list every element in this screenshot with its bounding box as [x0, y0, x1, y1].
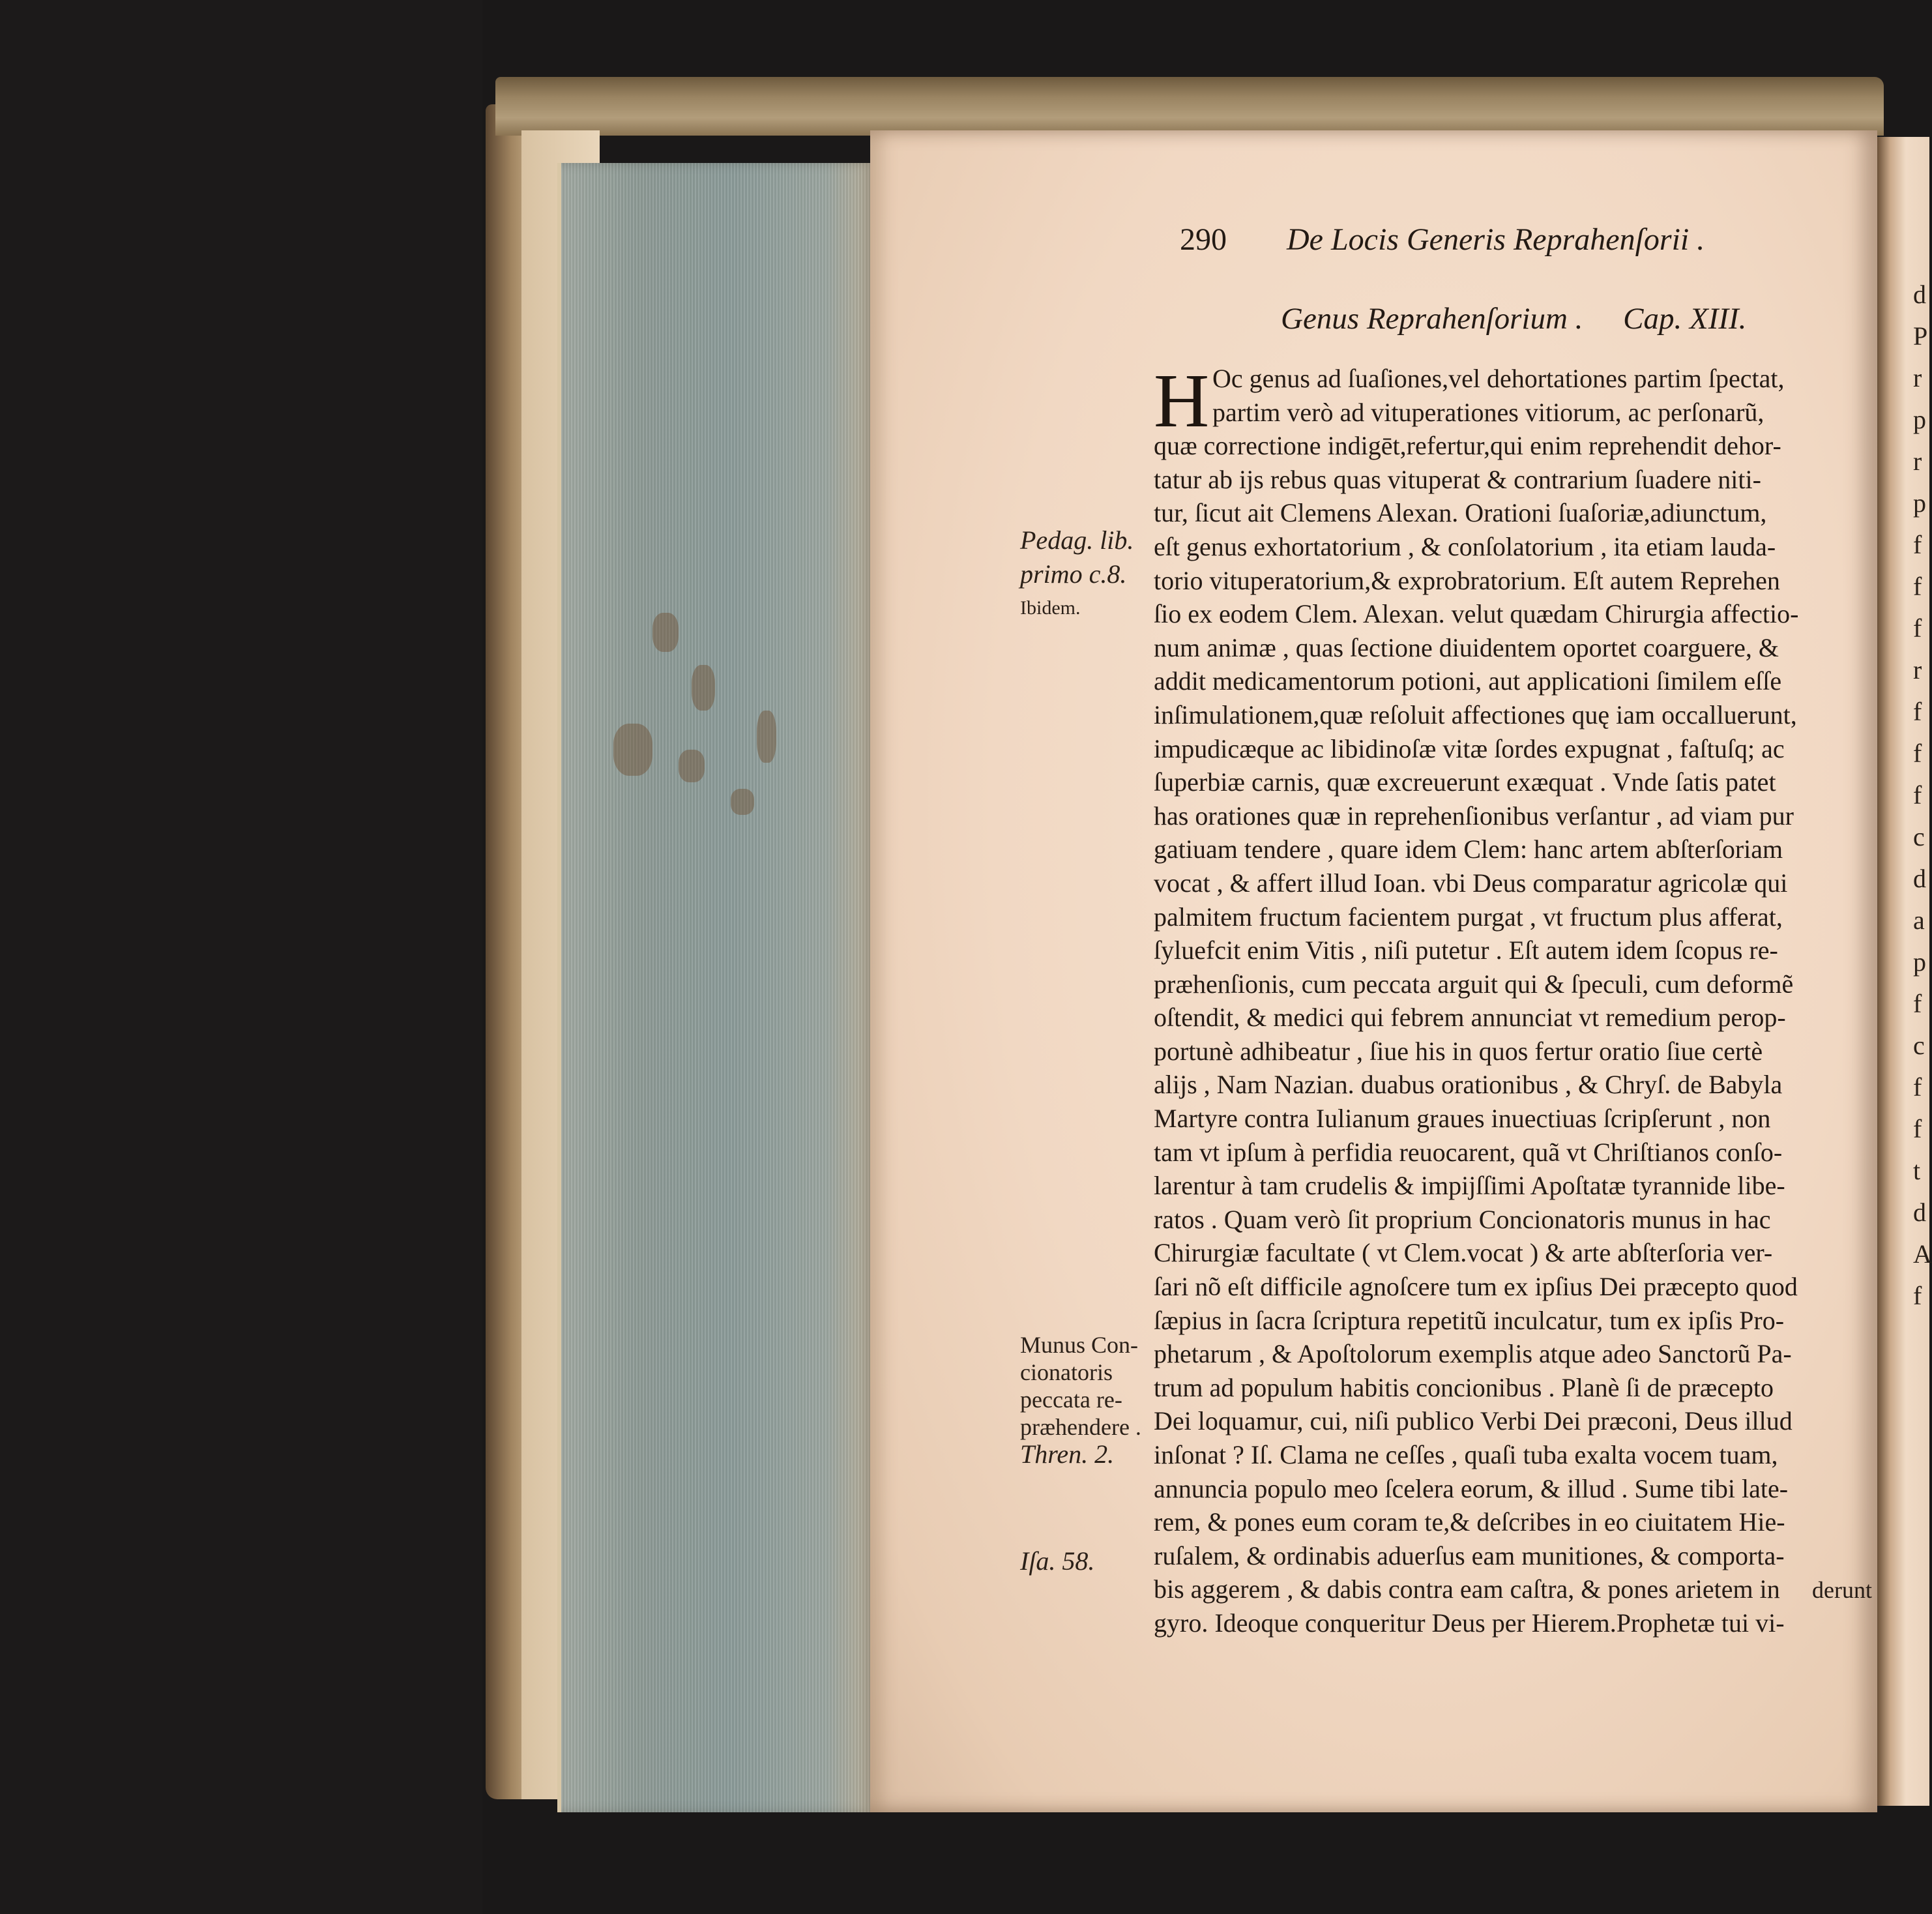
margin-note-line: præhendere .: [1020, 1414, 1141, 1440]
body-line: ſio ex eodem Clem. Alexan. velut quædam Chirurgia affectio-: [1154, 599, 1799, 629]
chapter-heading: [1281, 301, 1815, 347]
running-title: De Locis Generis Reprahenſorii .: [1287, 222, 1705, 257]
facing-page-letter: f: [1913, 1072, 1922, 1102]
facing-page-letter: r: [1913, 363, 1922, 392]
facing-page-letter: f: [1913, 530, 1922, 559]
margin-note-line: cionatoris: [1020, 1359, 1113, 1385]
body-line: ſuperbiæ carnis, quæ excreuerunt exæquat . Vnde ſatis patet: [1154, 767, 1776, 797]
facing-page-letter: r: [1913, 655, 1922, 685]
facing-page-letter: f: [1913, 572, 1922, 601]
stain-mark: [757, 711, 776, 763]
body-line: tur, ſicut ait Clemens Alexan. Orationi ſuaſoriæ,adiunctum,: [1154, 498, 1767, 528]
body-line: Oc genus ad ſuaſiones,vel dehortationes partim ſpectat,: [1212, 364, 1785, 393]
body-line: Martyre contra Iulianum graues inuectiuas ſcripſerunt , non: [1154, 1104, 1771, 1134]
body-line: inſonat ? Iſ. Clama ne ceſſes , quaſi tuba exalta vocem tuam,: [1154, 1440, 1778, 1469]
facing-page-letter: r: [1913, 447, 1922, 476]
body-line: gyro. Ideoque conqueritur Deus per Hierem.Prophetæ tui vi-: [1154, 1608, 1785, 1638]
body-line: tatur ab ijs rebus quas vituperat & contrarium ſuadere niti-: [1154, 464, 1761, 494]
margin-note-isa: Iſa. 58.: [1020, 1546, 1095, 1576]
body-line: ruſalem, & ordinabis aduerſus eam munitiones, & comporta-: [1154, 1540, 1785, 1570]
book-cover-top: [495, 77, 1884, 136]
margin-note-line: Thren. 2.: [1020, 1439, 1115, 1469]
facing-page-letter: d: [1913, 864, 1926, 893]
facing-page-edge-text: [1913, 274, 1932, 1317]
dark-background: [0, 0, 482, 1914]
body-line: rem, & pones eum coram te,& deſcribes in eo ciuitatem Hie-: [1154, 1507, 1785, 1537]
stain-mark: [731, 789, 754, 815]
margin-note-line: primo c.8.: [1020, 559, 1127, 589]
body-text: [1154, 358, 1871, 1640]
facing-page-letter: f: [1913, 739, 1922, 768]
body-line: oſtendit, & medici qui febrem annunciat vt remedium perop-: [1154, 1003, 1786, 1033]
body-line: inſimulationem,quæ reſoluit affectiones quę iam occalluerunt,: [1154, 699, 1797, 729]
facing-page-letter: f: [1913, 989, 1922, 1018]
stain-mark: [692, 665, 715, 711]
chapter-title: Genus Reprahenſorium .: [1281, 302, 1583, 336]
facing-page-letter: p: [1913, 947, 1926, 977]
margin-note-line: Pedag. lib.: [1020, 525, 1134, 555]
body-line: has orationes quæ in reprehenſionibus verſantur , ad viam pur: [1154, 801, 1794, 831]
facing-page-letter: P: [1913, 321, 1928, 351]
body-line: ratos . Quam verò ſit proprium Concionatoris munus in hac: [1154, 1204, 1771, 1234]
body-line: ſari nõ eſt difficile agnoſcere tum ex ipſius Dei præcepto quod: [1154, 1272, 1798, 1302]
body-line: num animæ , quas ſectione diuidentem oportet coarguere, &: [1154, 632, 1779, 662]
facing-page-letter: d: [1913, 1198, 1926, 1227]
facing-page-letter: f: [1913, 780, 1922, 810]
body-line: partim verò ad vituperationes vitiorum, ac perſonarũ,: [1212, 397, 1764, 427]
facing-page-letter: d: [1913, 280, 1926, 309]
body-line: quæ correctione indigēt,refertur,qui enim reprehendit dehor-: [1154, 431, 1781, 461]
facing-page-letter: p: [1913, 488, 1926, 518]
margin-note-line: peccata re-: [1020, 1387, 1122, 1413]
page-number: 290: [1180, 222, 1227, 257]
body-line: vocat , & affert illud Ioan. vbi Deus comparatur agricolæ qui: [1154, 868, 1788, 898]
facing-page-letter: c: [1913, 1031, 1925, 1060]
body-line: eſt genus exhortatorium , & conſolatorium , ita etiam lauda-: [1154, 531, 1776, 561]
body-line: phetarum , & Apoſtolorum exemplis atque adeo Sanctorũ Pa-: [1154, 1339, 1792, 1369]
facing-page-letter: f: [1913, 1281, 1922, 1310]
facing-page-letter: p: [1913, 405, 1926, 434]
running-head: [1180, 222, 1799, 267]
body-line: annuncia populo meo ſcelera eorum, & illud . Sume tibi late-: [1154, 1473, 1789, 1503]
body-line: tam vt ipſum à perfidia reuocarent, quã vt Chriſtianos conſo-: [1154, 1137, 1783, 1167]
body-line: palmitem fructum facientem purgat , vt fructum plus afferat,: [1154, 902, 1783, 932]
facing-page-letter: f: [1913, 697, 1922, 726]
margin-note-pedag: [1020, 527, 1134, 622]
body-line: portunè adhibeatur , ſiue his in quos fertur oratio ſiue certè: [1154, 1036, 1763, 1066]
facing-page-letter: a: [1913, 905, 1925, 935]
drop-cap: H: [1154, 358, 1210, 443]
page-block-fore-edge: [557, 163, 874, 1812]
body-line: alijs , Nam Nazian. duabus orationibus , & Chryſ. de Babyla: [1154, 1070, 1783, 1100]
body-line: impudicæque ac libidinoſæ vitæ ſordes expugnat , faſtuſq; ac: [1154, 733, 1785, 763]
margin-note-line: Munus Con-: [1020, 1332, 1139, 1358]
margin-note-line: Ibidem.: [1020, 597, 1081, 619]
body-line: torio vituperatorium,& exprobratorium. Eſt autem Reprehen: [1154, 565, 1780, 595]
body-line: ſæpius in ſacra ſcriptura repetitũ inculcatur, tum ex ipſis Pro-: [1154, 1305, 1785, 1335]
margin-note-munus: [1020, 1331, 1141, 1468]
body-line: bis aggerem , & dabis contra eam caſtra, & pones arietem in: [1154, 1574, 1780, 1604]
facing-page-letter: f: [1913, 613, 1922, 643]
body-line: ſyluefcit enim Vitis , niſi putetur . Eſt autem idem ſcopus re-: [1154, 935, 1778, 965]
chapter-number: Cap. XIII.: [1623, 302, 1747, 336]
body-line: trum ad populum habitis concionibus . Planè ſi de præcepto: [1154, 1372, 1774, 1402]
catchword: derunt: [1812, 1577, 1872, 1603]
facing-page-letter: f: [1913, 1114, 1922, 1143]
body-line: gatiuam tendere , quare idem Clem: hanc artem abſterſoriam: [1154, 834, 1783, 864]
facing-page-letter: c: [1913, 822, 1925, 851]
body-line: præhenſionis, cum peccata arguit qui & ſpeculi, cum deformẽ: [1154, 969, 1794, 999]
body-line: addit medicamentorum potioni, aut applicationi ſimilem eſſe: [1154, 666, 1782, 696]
facing-page-letter: t: [1913, 1156, 1921, 1185]
stain-mark: [679, 750, 705, 782]
body-line: larentur à tam crudelis & impijſſimi Apoſtatæ tyrannide libe-: [1154, 1171, 1785, 1201]
body-line: Chirurgiæ facultate ( vt Clem.vocat ) & arte abſterſoria ver-: [1154, 1238, 1773, 1268]
facing-page-letter: A: [1913, 1239, 1932, 1269]
body-line: Dei loquamur, cui, niſi publico Verbi Dei præconi, Deus illud: [1154, 1406, 1793, 1436]
stain-mark: [613, 724, 652, 776]
stain-mark: [652, 613, 679, 652]
